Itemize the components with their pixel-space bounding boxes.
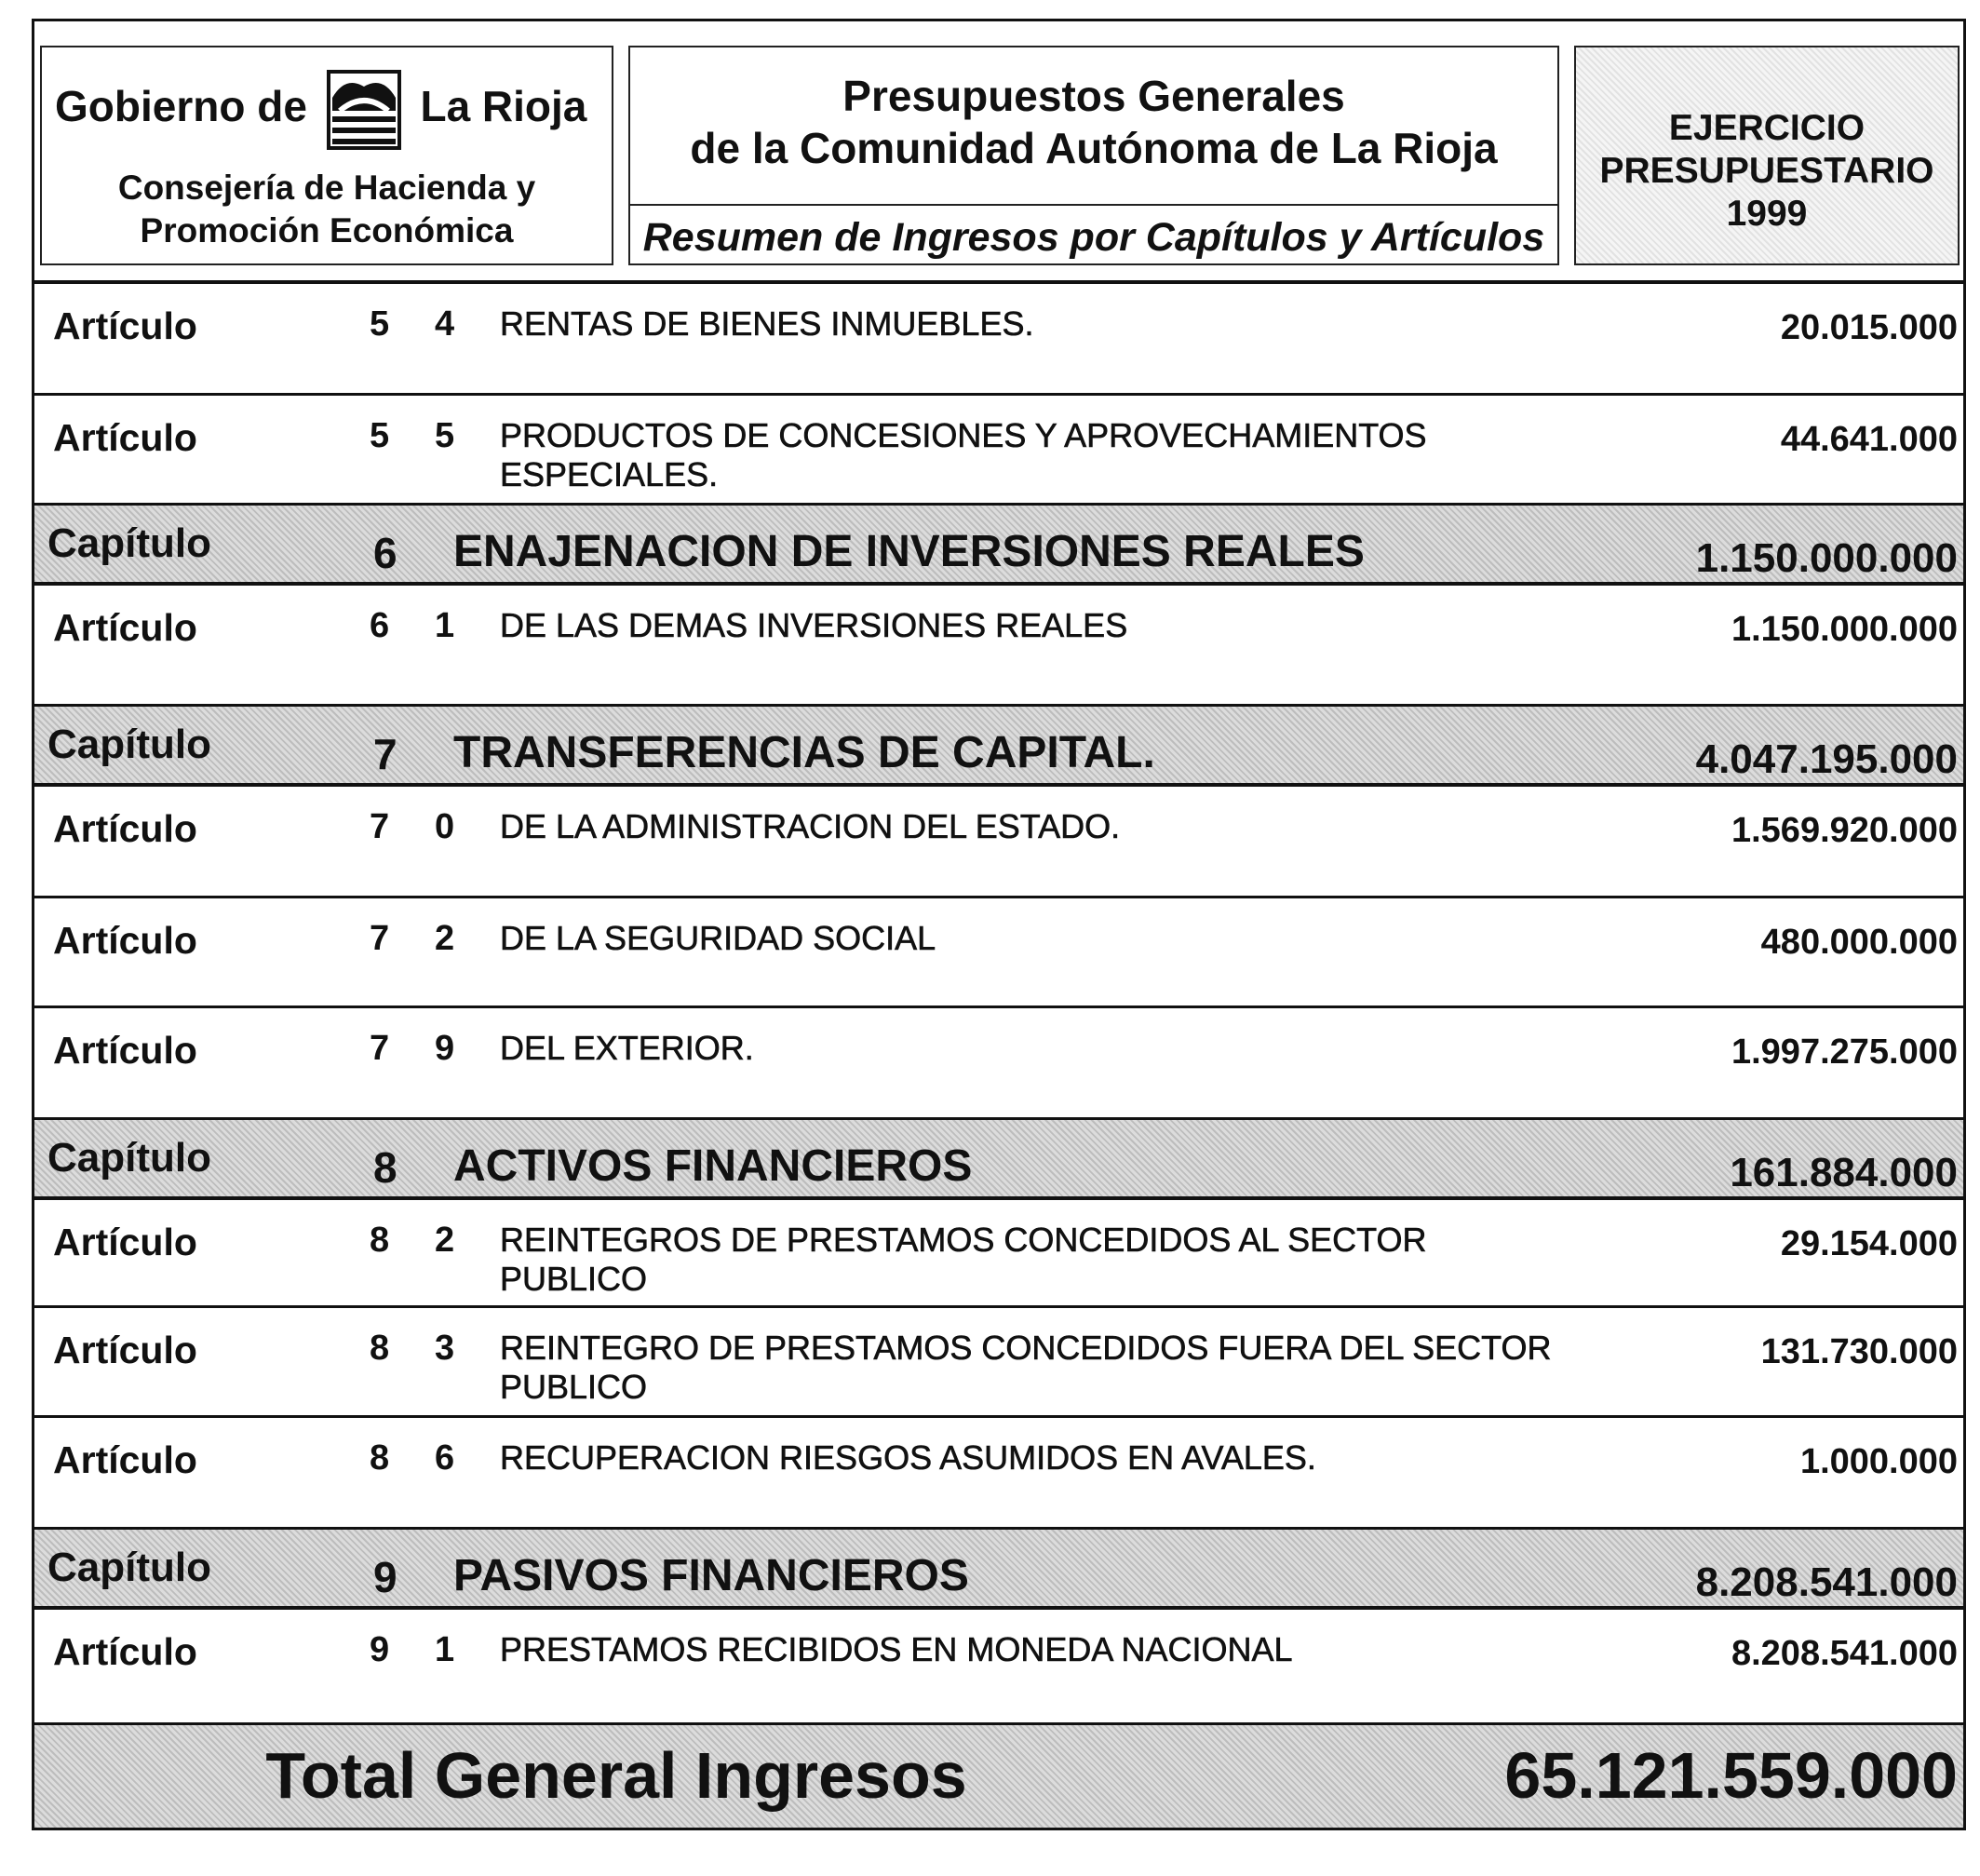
document-header [34,21,1963,284]
row-kind: Artículo [53,807,197,850]
chapter-title: TRANSFERENCIAS DE CAPITAL. [453,728,1155,777]
row-kind: Capítulo [47,520,211,566]
budget-document [32,19,1966,1830]
chapter-number: 8 [370,1221,390,1260]
row-description: REINTEGROS DE PRESTAMOS CONCEDIDOS AL SECTOR PUBLICO [500,1221,1427,1298]
ejercicio-line-1: EJERCICIO [1668,108,1866,148]
row-description: PRESTAMOS RECIBIDOS EN MONEDA NACIONAL [500,1630,1293,1668]
row-kind: Artículo [53,606,197,649]
fiscal-year-label [1576,107,1958,236]
table-row [34,898,1963,1008]
fiscal-year-box [1574,46,1960,265]
organization-box [40,46,613,265]
row-description: PRODUCTOS DE CONCESIONES Y APROVECHAMIENTOS ESPECIALES. [500,416,1427,493]
chapter-title: PASIVOS FINANCIEROS [453,1551,969,1600]
title-box [628,46,1559,265]
title-divider [630,204,1557,206]
chapter-amount: 1.150.000.000 [1695,535,1958,581]
article-number: 5 [435,416,455,455]
article-number: 1 [435,606,455,645]
row-amount: 480.000.000 [1760,923,1958,962]
row-description: DE LA SEGURIDAD SOCIAL [500,919,936,957]
row-kind: Artículo [53,1630,197,1673]
table-row [34,586,1963,707]
table-row [34,1308,1963,1418]
row-amount: 1.150.000.000 [1731,610,1958,649]
row-amount: 1.997.275.000 [1731,1032,1958,1072]
article-number: 1 [435,1630,455,1669]
row-amount: 20.015.000 [1780,308,1958,347]
row-kind: Artículo [53,919,197,962]
article-number: 4 [435,304,455,344]
chapter-number: 8 [370,1329,390,1368]
chapter-row [34,1530,1963,1610]
chapter-number: 6 [373,529,397,577]
la-rioja-coat-of-arms-icon [327,70,401,150]
chapter-number: 8 [373,1143,397,1192]
table-row [34,787,1963,898]
total-row [34,1725,1963,1828]
ejercicio-line-2: PRESUPUESTARIO [1599,151,1934,191]
row-amount: 1.000.000 [1799,1442,1958,1481]
row-description: DE LA ADMINISTRACION DEL ESTADO. [500,807,1121,845]
chapter-amount: 8.208.541.000 [1695,1559,1958,1605]
org-name-left: Gobierno de [55,82,307,131]
chapter-number: 6 [370,606,390,645]
total-label: Total General Ingresos [265,1739,967,1812]
table-row [34,284,1963,396]
row-kind: Artículo [53,1329,197,1371]
row-kind: Capítulo [47,1135,211,1181]
chapter-number: 8 [370,1438,390,1478]
department-name [42,167,612,252]
title-line-1: Presupuestos Generales [842,72,1345,120]
table-row [34,1008,1963,1120]
document-subtitle: Resumen de Ingresos por Capítulos y Artículos [642,215,1545,260]
department-line-1: Consejería de Hacienda y [117,169,536,207]
article-number: 3 [435,1329,455,1368]
row-description: DE LAS DEMAS INVERSIONES REALES [500,606,1128,644]
row-description: DEL EXTERIOR. [500,1029,754,1067]
article-number: 2 [435,919,455,958]
row-description: RECUPERACION RIESGOS ASUMIDOS EN AVALES. [500,1438,1316,1477]
chapter-amount: 4.047.195.000 [1695,736,1958,782]
table-row [34,1418,1963,1530]
table-row [34,1200,1963,1308]
chapter-number: 9 [373,1553,397,1601]
row-amount: 29.154.000 [1780,1224,1958,1263]
row-description: REINTEGRO DE PRESTAMOS CONCEDIDOS FUERA DEL SECTOR PUBLICO [500,1329,1552,1406]
row-kind: Capítulo [47,1545,211,1590]
department-line-2: Promoción Económica [140,211,514,250]
organization-name [55,70,586,150]
chapter-row [34,506,1963,586]
chapter-number: 9 [370,1630,390,1669]
row-amount: 1.569.920.000 [1731,811,1958,850]
org-name-right: La Rioja [420,82,587,131]
row-amount: 44.641.000 [1780,420,1958,459]
chapter-title: ACTIVOS FINANCIEROS [453,1141,973,1191]
chapter-row [34,1120,1963,1200]
row-amount: 131.730.000 [1760,1332,1958,1371]
row-description: RENTAS DE BIENES INMUEBLES. [500,304,1034,343]
row-amount: 8.208.541.000 [1731,1634,1958,1673]
chapter-amount: 161.884.000 [1730,1150,1958,1195]
article-number: 9 [435,1029,455,1068]
total-amount: 65.121.559.000 [1504,1739,1958,1812]
row-kind: Artículo [53,1029,197,1072]
row-kind: Capítulo [47,722,211,767]
row-kind: Artículo [53,1438,197,1481]
article-number: 2 [435,1221,455,1260]
table-row [34,396,1963,506]
chapter-number: 5 [370,304,390,344]
chapter-row [34,707,1963,787]
fiscal-year: 1999 [1726,194,1808,234]
chapter-number: 7 [370,1029,390,1068]
document-title [630,70,1557,174]
chapter-number: 5 [370,416,390,455]
row-kind: Artículo [53,416,197,459]
chapter-title: ENAJENACION DE INVERSIONES REALES [453,527,1365,576]
chapter-number: 7 [373,730,397,778]
title-line-2: de la Comunidad Autónoma de La Rioja [690,124,1498,172]
chapter-number: 7 [370,919,390,958]
row-kind: Artículo [53,304,197,347]
chapter-number: 7 [370,807,390,846]
table-row [34,1610,1963,1725]
article-number: 0 [435,807,455,846]
row-kind: Artículo [53,1221,197,1263]
article-number: 6 [435,1438,455,1478]
